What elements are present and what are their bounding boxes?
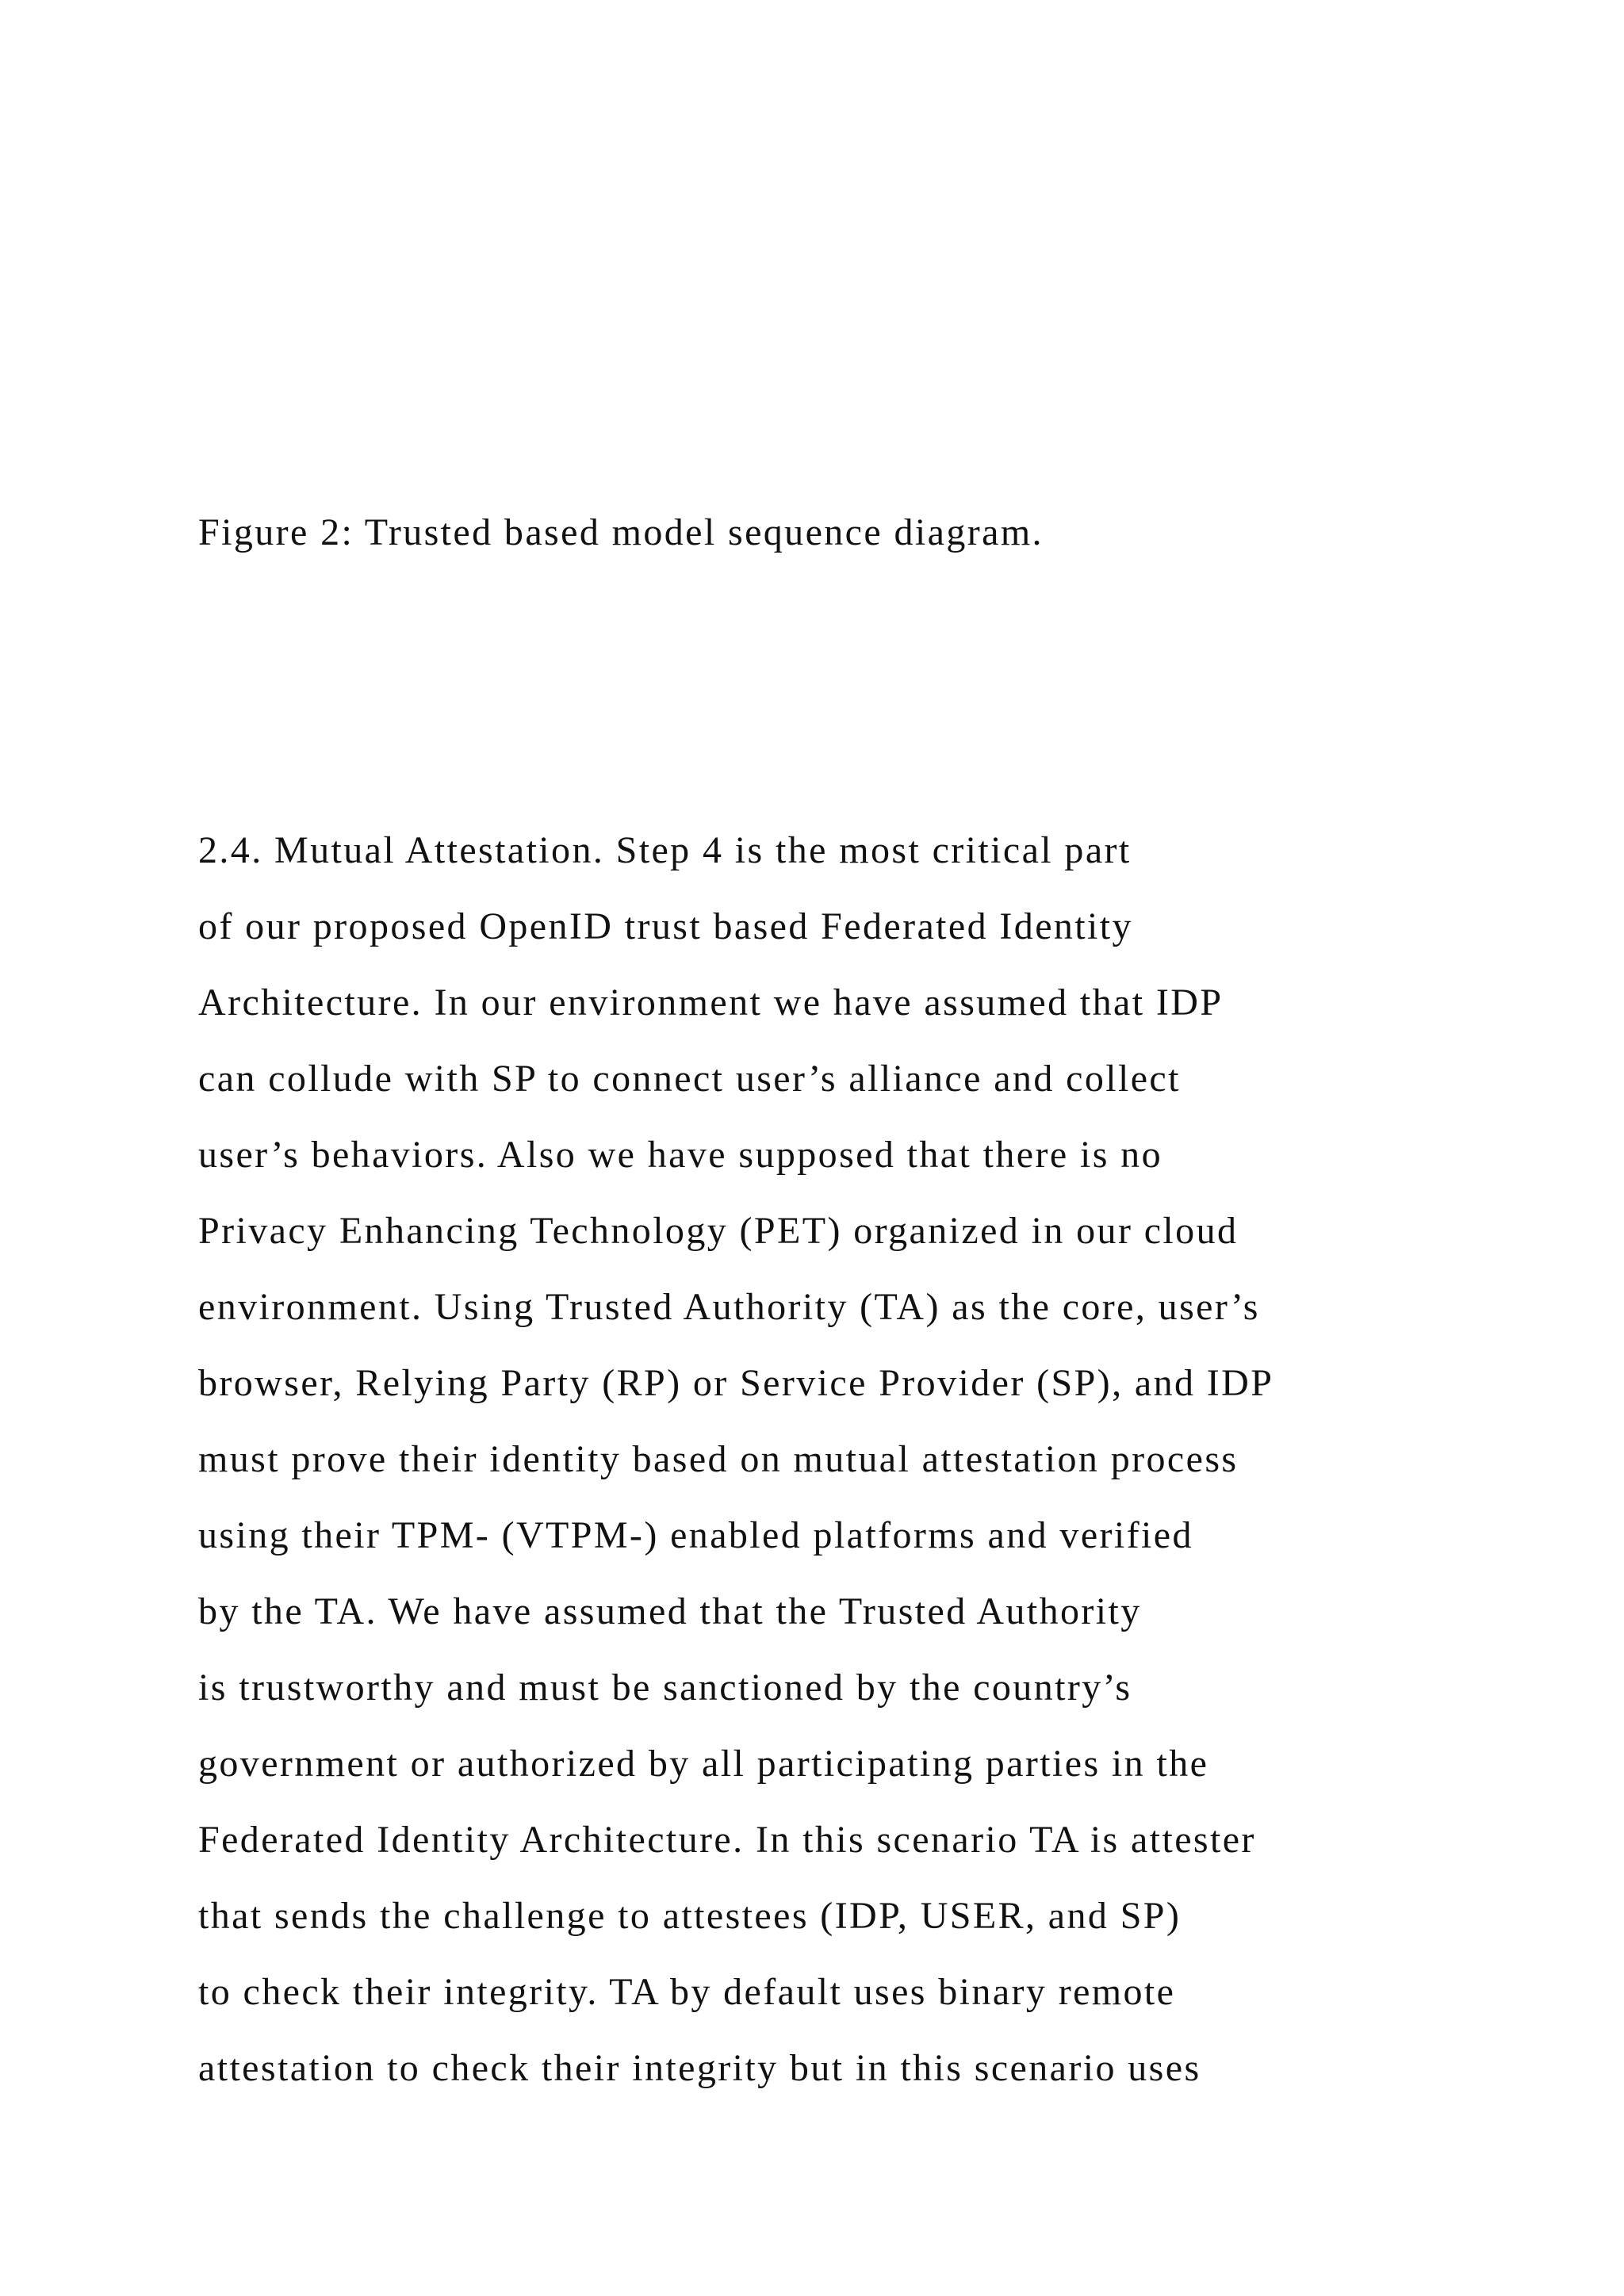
paragraph-line: government or authorized by all participating parties in the xyxy=(198,1743,1209,1785)
paragraph-line: can collude with SP to connect user’s alliance and collect xyxy=(198,1058,1181,1100)
paragraph-line: using their TPM- (VTPM-) enabled platforms and verified xyxy=(198,1514,1193,1556)
section-paragraph xyxy=(198,825,1274,2119)
paragraph-line: Federated Identity Architecture. In this scenario TA is attester xyxy=(198,1819,1256,1861)
paragraph-line: is trustworthy and must be sanctioned by the country’s xyxy=(198,1667,1132,1709)
paragraph-line: by the TA. We have assumed that the Trusted Authority xyxy=(198,1590,1142,1632)
paragraph-line: to check their integrity. TA by default uses binary remote xyxy=(198,1971,1176,2013)
paragraph-line: that sends the challenge to attestees (IDP, USER, and SP) xyxy=(198,1895,1182,1937)
paragraph-line: Architecture. In our environment we have assumed that IDP xyxy=(198,982,1224,1024)
paragraph-line: browser, Relying Party (RP) or Service Provider (SP), and IDP xyxy=(198,1362,1274,1404)
paragraph-line: of our proposed OpenID trust based Federated Identity xyxy=(198,905,1133,947)
paragraph-line: 2.4. Mutual Attestation. Step 4 is the most critical part xyxy=(198,829,1132,871)
paragraph-line: Privacy Enhancing Technology (PET) organized in our cloud xyxy=(198,1210,1239,1252)
paragraph-line: attestation to check their integrity but in this scenario uses xyxy=(198,2047,1201,2089)
figure-caption: Figure 2: Trusted based model sequence diagram. xyxy=(198,511,1044,553)
paragraph-line: user’s behaviors. Also we have supposed that there is no xyxy=(198,1134,1162,1176)
paragraph-line: environment. Using Trusted Authority (TA) as the core, user’s xyxy=(198,1286,1260,1328)
paragraph-line: must prove their identity based on mutual attestation process xyxy=(198,1438,1239,1480)
